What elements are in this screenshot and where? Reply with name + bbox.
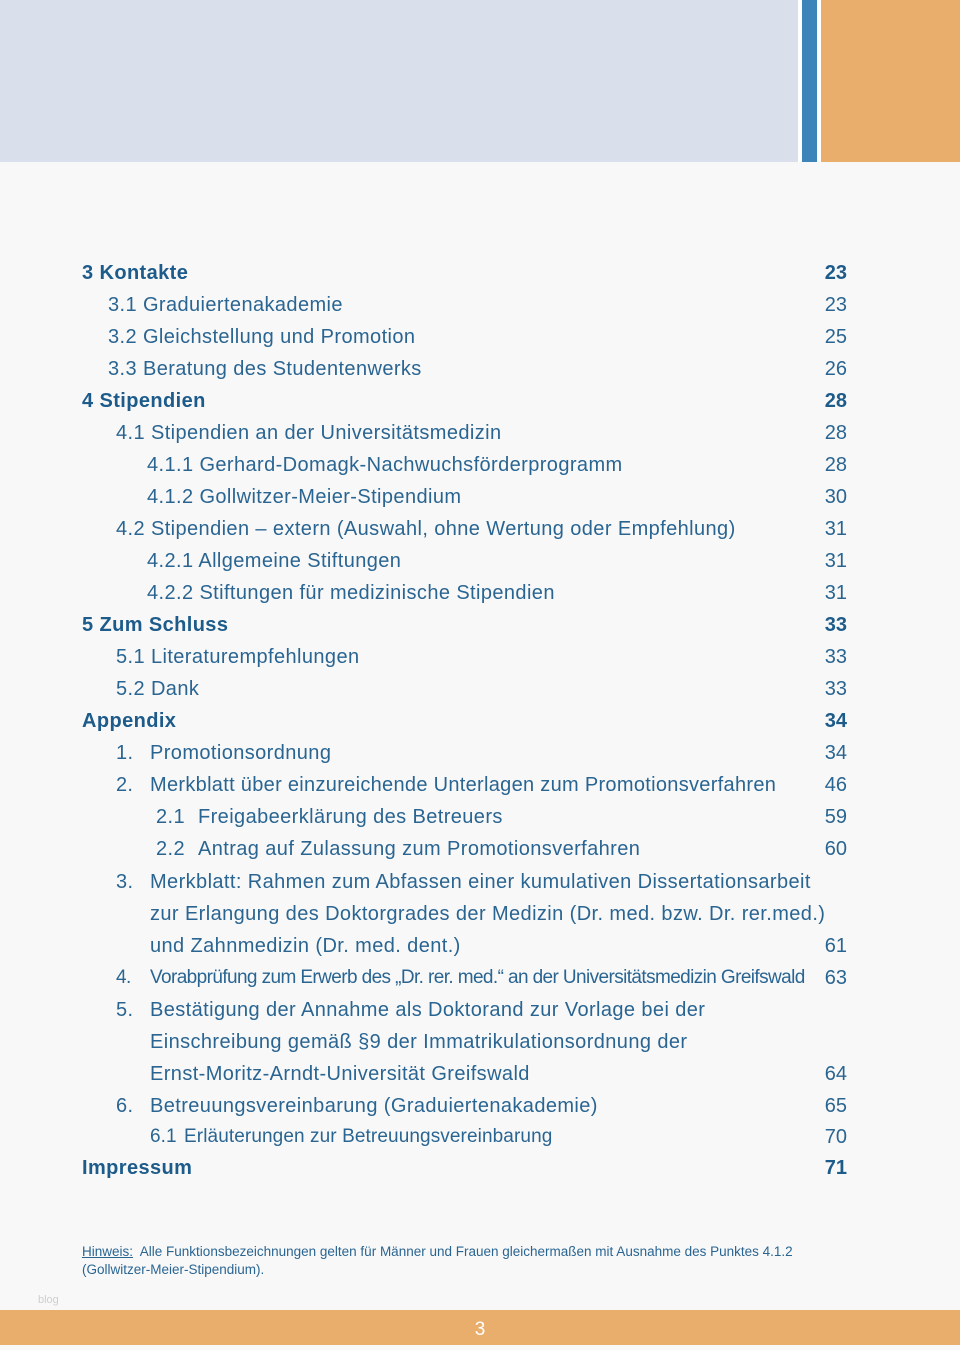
- toc-entry-3-2[interactable]: [0, 321, 960, 353]
- toc-label-wrap: [116, 737, 331, 769]
- toc-page: 63: [824, 967, 847, 989]
- toc-label-wrap: [116, 962, 805, 994]
- toc-entry-appendix-5-cont[interactable]: [0, 1026, 960, 1058]
- toc-entry-appendix-3-cont[interactable]: [0, 930, 960, 962]
- toc-label: Bestätigung der Annahme als Doktorand zur Vorlage bei der: [150, 999, 706, 1021]
- toc-page: 23: [824, 262, 847, 284]
- toc-entry-appendix-5[interactable]: [0, 994, 960, 1026]
- toc-page: 26: [824, 358, 847, 380]
- toc-page: 33: [824, 614, 847, 636]
- toc-entry-appendix-2-2[interactable]: [0, 833, 960, 865]
- footer-band: [0, 1310, 960, 1345]
- toc-page: 28: [824, 422, 847, 444]
- toc-number: 3.: [116, 871, 134, 893]
- toc-page: 34: [824, 742, 847, 764]
- toc-number: 2.: [116, 774, 134, 796]
- toc-entry-appendix-1[interactable]: [0, 737, 960, 769]
- toc-entry-impressum[interactable]: [0, 1152, 960, 1184]
- toc-label: 4.1 Stipendien an der Universitätsmedizin: [116, 422, 502, 444]
- toc-label: Promotionsordnung: [150, 742, 332, 764]
- header-band: [0, 0, 798, 162]
- toc-label-wrap: [116, 994, 705, 1026]
- toc-entry-4-1-2[interactable]: [0, 481, 960, 513]
- toc-label: 5.2 Dank: [116, 678, 200, 700]
- toc-entry-appendix-4[interactable]: [0, 962, 960, 994]
- toc-page: 70: [824, 1126, 847, 1148]
- toc-page: 28: [824, 454, 847, 476]
- toc-label: 4.1.2 Gollwitzer-Meier-Stipendium: [147, 486, 462, 508]
- toc-label: 5.1 Literaturempfehlungen: [116, 646, 360, 668]
- toc-number: 6.: [116, 1095, 134, 1117]
- toc-label-wrap: [156, 801, 503, 833]
- toc-label: 4.1.1 Gerhard-Domagk-Nachwuchsförderprogramm: [147, 454, 623, 476]
- toc-page: 33: [824, 646, 847, 668]
- footnote: [82, 1243, 842, 1279]
- toc-number: 1.: [116, 742, 134, 764]
- toc-entry-4-2-1[interactable]: [0, 545, 960, 577]
- toc-label-wrap: [150, 1121, 552, 1153]
- toc-entry-4-1[interactable]: [0, 417, 960, 449]
- toc-label: Ernst-Moritz-Arndt-Universität Greifswald: [150, 1063, 530, 1085]
- toc-label-wrap: [156, 833, 640, 865]
- header-orange-block: [821, 0, 960, 162]
- toc-number: 2.2: [156, 838, 186, 860]
- toc-page: 25: [824, 326, 847, 348]
- toc-entry-3-1[interactable]: [0, 289, 960, 321]
- toc-label: 3.2 Gleichstellung und Promotion: [108, 326, 416, 348]
- footnote-text: Alle Funktionsbezeichnungen gelten für Männer und Frauen gleichermaßen mit Ausnahme des Punktes 4.1.2 (Gollwitzer-Meier-Stipendium).: [82, 1244, 793, 1277]
- toc-page: 31: [824, 550, 847, 572]
- toc-entry-appendix[interactable]: [0, 705, 960, 737]
- toc-entry-5-2[interactable]: [0, 673, 960, 705]
- toc-entry-appendix-2-1[interactable]: [0, 801, 960, 833]
- toc-label: 4 Stipendien: [82, 390, 206, 412]
- toc-page: 31: [824, 518, 847, 540]
- toc-page: 34: [824, 710, 847, 732]
- toc-page: 30: [824, 486, 847, 508]
- toc-label: Erläuterungen zur Betreuungsvereinbarung: [184, 1126, 553, 1147]
- toc-label: Impressum: [82, 1157, 193, 1179]
- toc-label: Antrag auf Zulassung zum Promotionsverfahren: [198, 838, 641, 860]
- toc-label: zur Erlangung des Doktorgrades der Medizin (Dr. med. bzw. Dr. rer.med.): [150, 903, 826, 925]
- toc-page: 64: [824, 1063, 847, 1085]
- toc-label: 4.2 Stipendien – extern (Auswahl, ohne Wertung oder Empfehlung): [116, 518, 736, 540]
- toc-label: Merkblatt über einzureichende Unterlagen zum Promotionsverfahren: [150, 774, 777, 796]
- toc-page: 65: [824, 1095, 847, 1117]
- toc-label: 5 Zum Schluss: [82, 614, 229, 636]
- toc-entry-appendix-6[interactable]: [0, 1090, 960, 1122]
- toc-number: 5.: [116, 999, 134, 1021]
- toc-entry-4-2-2[interactable]: [0, 577, 960, 609]
- toc-entry-5-1[interactable]: [0, 641, 960, 673]
- toc-page: 23: [824, 294, 847, 316]
- toc-entry-appendix-6-1[interactable]: [0, 1121, 960, 1153]
- toc-entry-4[interactable]: [0, 385, 960, 417]
- toc-page: 61: [824, 935, 847, 957]
- toc-label: Vorabprüfung zum Erwerb des „Dr. rer. med.“ an der Universitätsmedizin Greifswald: [150, 967, 805, 988]
- toc-page: 60: [824, 838, 847, 860]
- toc-label: 4.2.1 Allgemeine Stiftungen: [147, 550, 402, 572]
- toc-label-wrap: [116, 866, 811, 898]
- toc-label-wrap: [116, 769, 776, 801]
- toc-label: 3 Kontakte: [82, 262, 189, 284]
- header-blue-stripe: [802, 0, 817, 162]
- toc-page: 71: [824, 1157, 847, 1179]
- toc-entry-appendix-3[interactable]: [0, 866, 960, 898]
- toc-entry-appendix-2[interactable]: [0, 769, 960, 801]
- toc-entry-4-1-1[interactable]: [0, 449, 960, 481]
- toc-entry-4-2[interactable]: [0, 513, 960, 545]
- toc-page: 28: [824, 390, 847, 412]
- page-number: 3: [474, 1319, 486, 1340]
- toc-label: 4.2.2 Stiftungen für medizinische Stipendien: [147, 582, 555, 604]
- toc-number: 6.1: [150, 1126, 177, 1147]
- toc-page: 59: [824, 806, 847, 828]
- footnote-prefix: Hinweis:: [82, 1244, 134, 1259]
- toc-entry-appendix-5-cont[interactable]: [0, 1058, 960, 1090]
- toc-entry-3-3[interactable]: [0, 353, 960, 385]
- toc-label: Freigabeerklärung des Betreuers: [198, 806, 503, 828]
- toc-number: 2.1: [156, 806, 186, 828]
- toc-page: 31: [824, 582, 847, 604]
- toc-page: 46: [824, 774, 847, 796]
- toc-label: 3.3 Beratung des Studentenwerks: [108, 358, 422, 380]
- toc-label: 3.1 Graduiertenakademie: [108, 294, 343, 316]
- watermark: blog: [38, 1294, 59, 1306]
- toc-entry-3[interactable]: [0, 257, 960, 289]
- toc-label: Merkblatt: Rahmen zum Abfassen einer kumulativen Dissertationsarbeit: [150, 871, 811, 893]
- toc-label: Betreuungsvereinbarung (Graduiertenakademie): [150, 1095, 598, 1117]
- toc-label-wrap: [116, 1090, 598, 1122]
- toc-entry-5[interactable]: [0, 609, 960, 641]
- toc-page: 33: [824, 678, 847, 700]
- toc-number: 4.: [116, 967, 131, 988]
- toc-label: Appendix: [82, 710, 177, 732]
- toc-entry-appendix-3-cont[interactable]: [0, 898, 960, 930]
- toc-label: und Zahnmedizin (Dr. med. dent.): [150, 935, 461, 957]
- toc-label: Einschreibung gemäß §9 der Immatrikulationsordnung der: [150, 1031, 688, 1053]
